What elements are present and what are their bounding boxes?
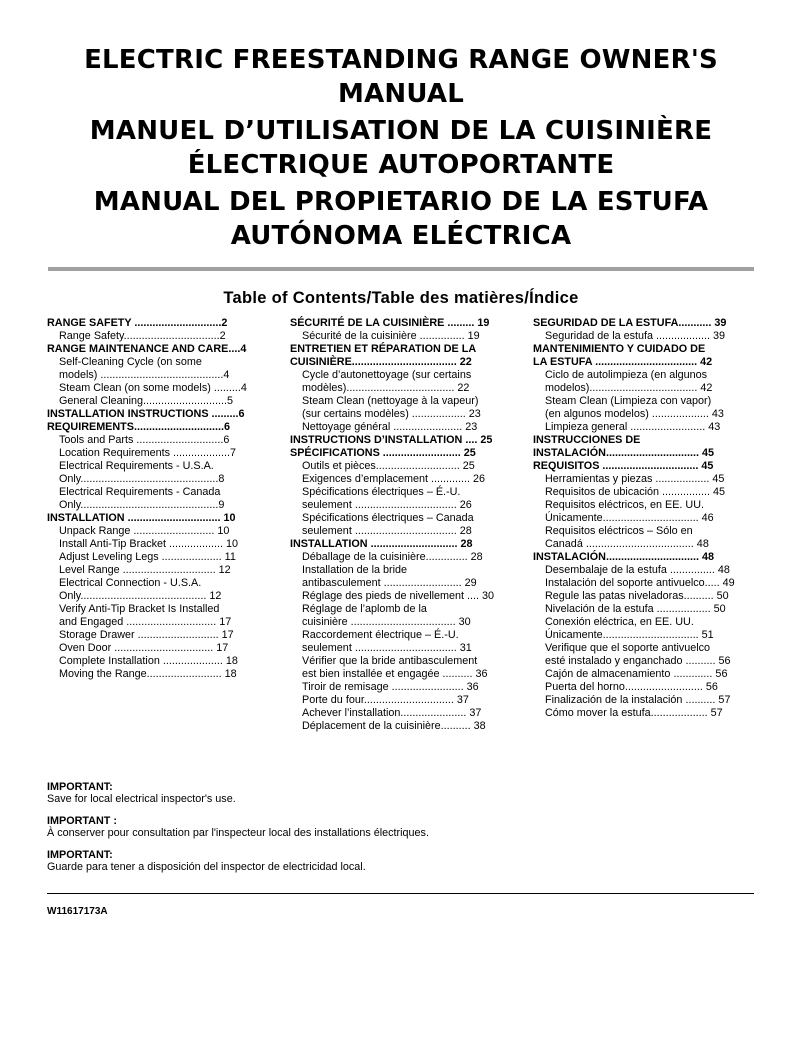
title-line: MANUEL D’UTILISATION DE LA CUISINIÈRE <box>89 116 713 146</box>
toc-entry: Seguridad de la estufa .................. 39 <box>545 330 726 342</box>
toc-entry: Achever l’installation...................... 37 <box>302 707 482 719</box>
note-french <box>47 815 753 839</box>
toc-section-entry: REQUIREMENTS..............................6 <box>47 421 230 433</box>
document-title <box>0 43 802 253</box>
toc-heading: Table of Contents/Table des matières/Índice <box>223 289 579 307</box>
toc-section-entry: ENTRETIEN ET RÉPARATION DE LA <box>290 343 477 355</box>
toc-section-entry: INSTRUCCIONES DE <box>533 434 641 446</box>
toc-section-entry: LA ESTUFA .................................. 42 <box>533 356 713 368</box>
toc-section-entry: SEGURIDAD DE LA ESTUFA........... 39 <box>533 317 727 329</box>
toc-entry: Déplacement de la cuisinière.......... 38 <box>302 720 486 732</box>
toc-entry: Limpieza general ......................... 43 <box>545 421 721 433</box>
title-divider <box>48 267 754 271</box>
footer-divider <box>47 893 754 894</box>
toc-entry: Outils et pièces............................ 25 <box>302 460 475 472</box>
important-notes <box>47 781 753 873</box>
toc-entry: (en algunos modelos) ................... 43 <box>545 408 724 420</box>
toc-entry: Electrical Connection - U.S.A. <box>59 577 202 589</box>
toc-entry: Nivelación de la estufa .................. 50 <box>545 603 726 615</box>
toc-entry: Self-Cleaning Cycle (on some <box>59 356 202 368</box>
toc-entry: Herramientas y piezas .................. 45 <box>545 473 725 485</box>
toc-entry: Tools and Parts .............................6 <box>59 434 230 446</box>
toc-section-entry: INSTALLATION ............................. 28 <box>290 538 473 550</box>
toc-entry: Requisitos de ubicación ................ 45 <box>545 486 726 498</box>
note-label: IMPORTANT: <box>47 849 113 861</box>
toc-entry: Déballage de la cuisinière.............. 28 <box>302 551 483 563</box>
toc-section-entry: INSTALLATION ............................... 10 <box>47 512 236 524</box>
toc-entry: Conexión eléctrica, en EE. UU. <box>545 616 694 628</box>
toc-entry: (sur certains modèles) .................. 23 <box>302 408 481 420</box>
toc-entry: modelos).................................... 42 <box>545 382 713 394</box>
toc-entry: seulement .................................. 28 <box>302 525 472 537</box>
title-line: ÉLECTRIQUE AUTOPORTANTE <box>187 150 615 180</box>
toc-entry: Moving the Range......................... 18 <box>59 668 237 680</box>
toc-entry: Cycle d’autonettoyage (sur certains <box>302 369 472 381</box>
toc-entry: Only.......................................... 12 <box>59 590 222 602</box>
toc-entry: Adjust Leveling Legs .................... 11 <box>59 551 236 563</box>
toc-entry: Verifique que el soporte antivuelco <box>545 642 711 654</box>
note-english <box>47 781 753 805</box>
note-text: Save for local electrical inspector's use. <box>47 793 236 805</box>
toc-entry: Steam Clean (on some models) .........4 <box>59 382 247 394</box>
title-line: ELECTRIC FREESTANDING RANGE OWNER'S <box>84 45 718 75</box>
toc-entry: Tiroir de remisage ........................ 36 <box>302 681 479 693</box>
toc-entry: Vérifier que la bride antibasculement <box>302 655 478 667</box>
toc-entry: Spécifications électriques – Canada <box>302 512 474 524</box>
toc-entry: models) .........................................4 <box>59 369 230 381</box>
toc-entry: Réglage de l’aplomb de la <box>302 603 427 615</box>
toc-entry: Complete Installation .................... 18 <box>59 655 238 667</box>
toc-section-entry: CUISINIÈRE................................... 22 <box>290 356 472 368</box>
toc-entry: Únicamente................................ 46 <box>545 512 714 524</box>
toc-entry: Location Requirements ...................7 <box>59 447 237 459</box>
toc-section-entry: INSTRUCTIONS D’INSTALLATION .... 25 <box>290 434 493 446</box>
title-line: MANUAL DEL PROPIETARIO DE LA ESTUFA <box>93 187 709 217</box>
toc-section-entry: REQUISITOS ................................ 45 <box>533 460 714 472</box>
toc-entry: Sécurité de la cuisinière ............... 19 <box>302 330 480 342</box>
toc-entry: Porte du four.............................. 37 <box>302 694 469 706</box>
toc-entry: Exigences d’emplacement ............. 26 <box>302 473 486 485</box>
toc-entry: Spécifications électriques – É.-U. <box>302 486 461 498</box>
toc-section-entry: INSTALLATION INSTRUCTIONS .........6 <box>47 408 245 420</box>
title-line: MANUAL <box>338 79 464 109</box>
note-label: IMPORTANT : <box>47 815 117 827</box>
toc-entry: Cómo mover la estufa................... 57 <box>545 707 723 719</box>
toc-column-french <box>290 317 530 733</box>
toc-entry: esté instalado y enganchado .......... 56 <box>545 655 731 667</box>
toc-entry: Steam Clean (nettoyage à la vapeur) <box>302 395 479 407</box>
toc-entry: cuisinière ................................... 30 <box>302 616 471 628</box>
toc-entry: Réglage des pieds de nivellement .... 30 <box>302 590 495 602</box>
toc-entry: Only..............................................9 <box>59 499 225 511</box>
toc-entry: Only..............................................8 <box>59 473 225 485</box>
toc-entry: Finalización de la instalación .......... 57 <box>545 694 731 706</box>
toc-section-entry: RANGE MAINTENANCE AND CARE....4 <box>47 343 247 355</box>
toc-entry: Ciclo de autolimpieza (en algunos <box>545 369 708 381</box>
toc-section-entry: MANTENIMIENTO Y CUIDADO DE <box>533 343 706 355</box>
toc-entry: antibasculement .......................... 29 <box>302 577 477 589</box>
toc-entry: modèles).................................... 22 <box>302 382 470 394</box>
toc-entry: Regule las patas niveladoras.......... 50 <box>545 590 729 602</box>
toc-entry: Storage Drawer ........................... 17 <box>59 629 234 641</box>
part-number: W11617173A <box>47 906 108 917</box>
toc-entry: seulement .................................. 31 <box>302 642 472 654</box>
toc-entry: General Cleaning............................5 <box>59 395 234 407</box>
toc-entry: Steam Clean (Limpieza con vapor) <box>545 395 712 407</box>
title-line: AUTÓNOMA ELÉCTRICA <box>230 221 572 251</box>
toc-section-entry: INSTALACIÓN............................... 45 <box>533 447 714 459</box>
note-text: Guarde para tener a disposición del inspector de electricidad local. <box>47 861 366 873</box>
toc-entry: Desembalaje de la estufa ............... 48 <box>545 564 730 576</box>
toc-section-entry: RANGE SAFETY .............................2 <box>47 317 228 329</box>
toc-entry: Requisitos eléctricos, en EE. UU. <box>545 499 705 511</box>
toc-entry: Install Anti-Tip Bracket .................. 10 <box>59 538 239 550</box>
toc-entry: Puerta del horno.......................... 56 <box>545 681 718 693</box>
note-spanish <box>47 849 753 873</box>
toc-entry: Oven Door ................................. 17 <box>59 642 229 654</box>
toc-entry: Electrical Requirements - Canada <box>59 486 221 498</box>
toc-entry: and Engaged .............................. 17 <box>59 616 232 628</box>
toc-entry: Requisitos eléctricos – Sólo en <box>545 525 693 537</box>
toc-section-entry: INSTALACIÓN............................... 48 <box>533 551 714 563</box>
toc-entry: Electrical Requirements - U.S.A. <box>59 460 214 472</box>
toc-entry: Nettoyage général ....................... 23 <box>302 421 478 433</box>
toc-entry: Únicamente................................ 51 <box>545 629 714 641</box>
toc-entry: Raccordement électrique – É.-U. <box>302 629 459 641</box>
toc-entry: Unpack Range ........................... 10 <box>59 525 230 537</box>
toc-column-spanish <box>533 317 775 720</box>
toc-entry: Verify Anti-Tip Bracket Is Installed <box>59 603 220 615</box>
toc-entry: Cajón de almacenamiento ............. 56 <box>545 668 728 680</box>
toc-section-entry: SPÉCIFICATIONS .......................... 25 <box>290 447 476 459</box>
toc-entry: Range Safety................................2 <box>59 330 226 342</box>
toc-column-english <box>47 317 287 681</box>
toc-entry: Instalación del soporte antivuelco..... 49 <box>545 577 735 589</box>
note-text: À conserver pour consultation par l'inspecteur local des installations électriques. <box>47 827 429 839</box>
toc-entry: est bien installée et engagée .......... 36 <box>302 668 488 680</box>
toc-entry: seulement .................................. 26 <box>302 499 472 511</box>
toc-entry: Installation de la bride <box>302 564 408 576</box>
toc-section-entry: SÉCURITÉ DE LA CUISINIÈRE ......... 19 <box>290 317 490 329</box>
note-label: IMPORTANT: <box>47 781 113 793</box>
toc-entry: Canadá .................................... 48 <box>545 538 709 550</box>
toc-entry: Level Range ............................... 12 <box>59 564 231 576</box>
